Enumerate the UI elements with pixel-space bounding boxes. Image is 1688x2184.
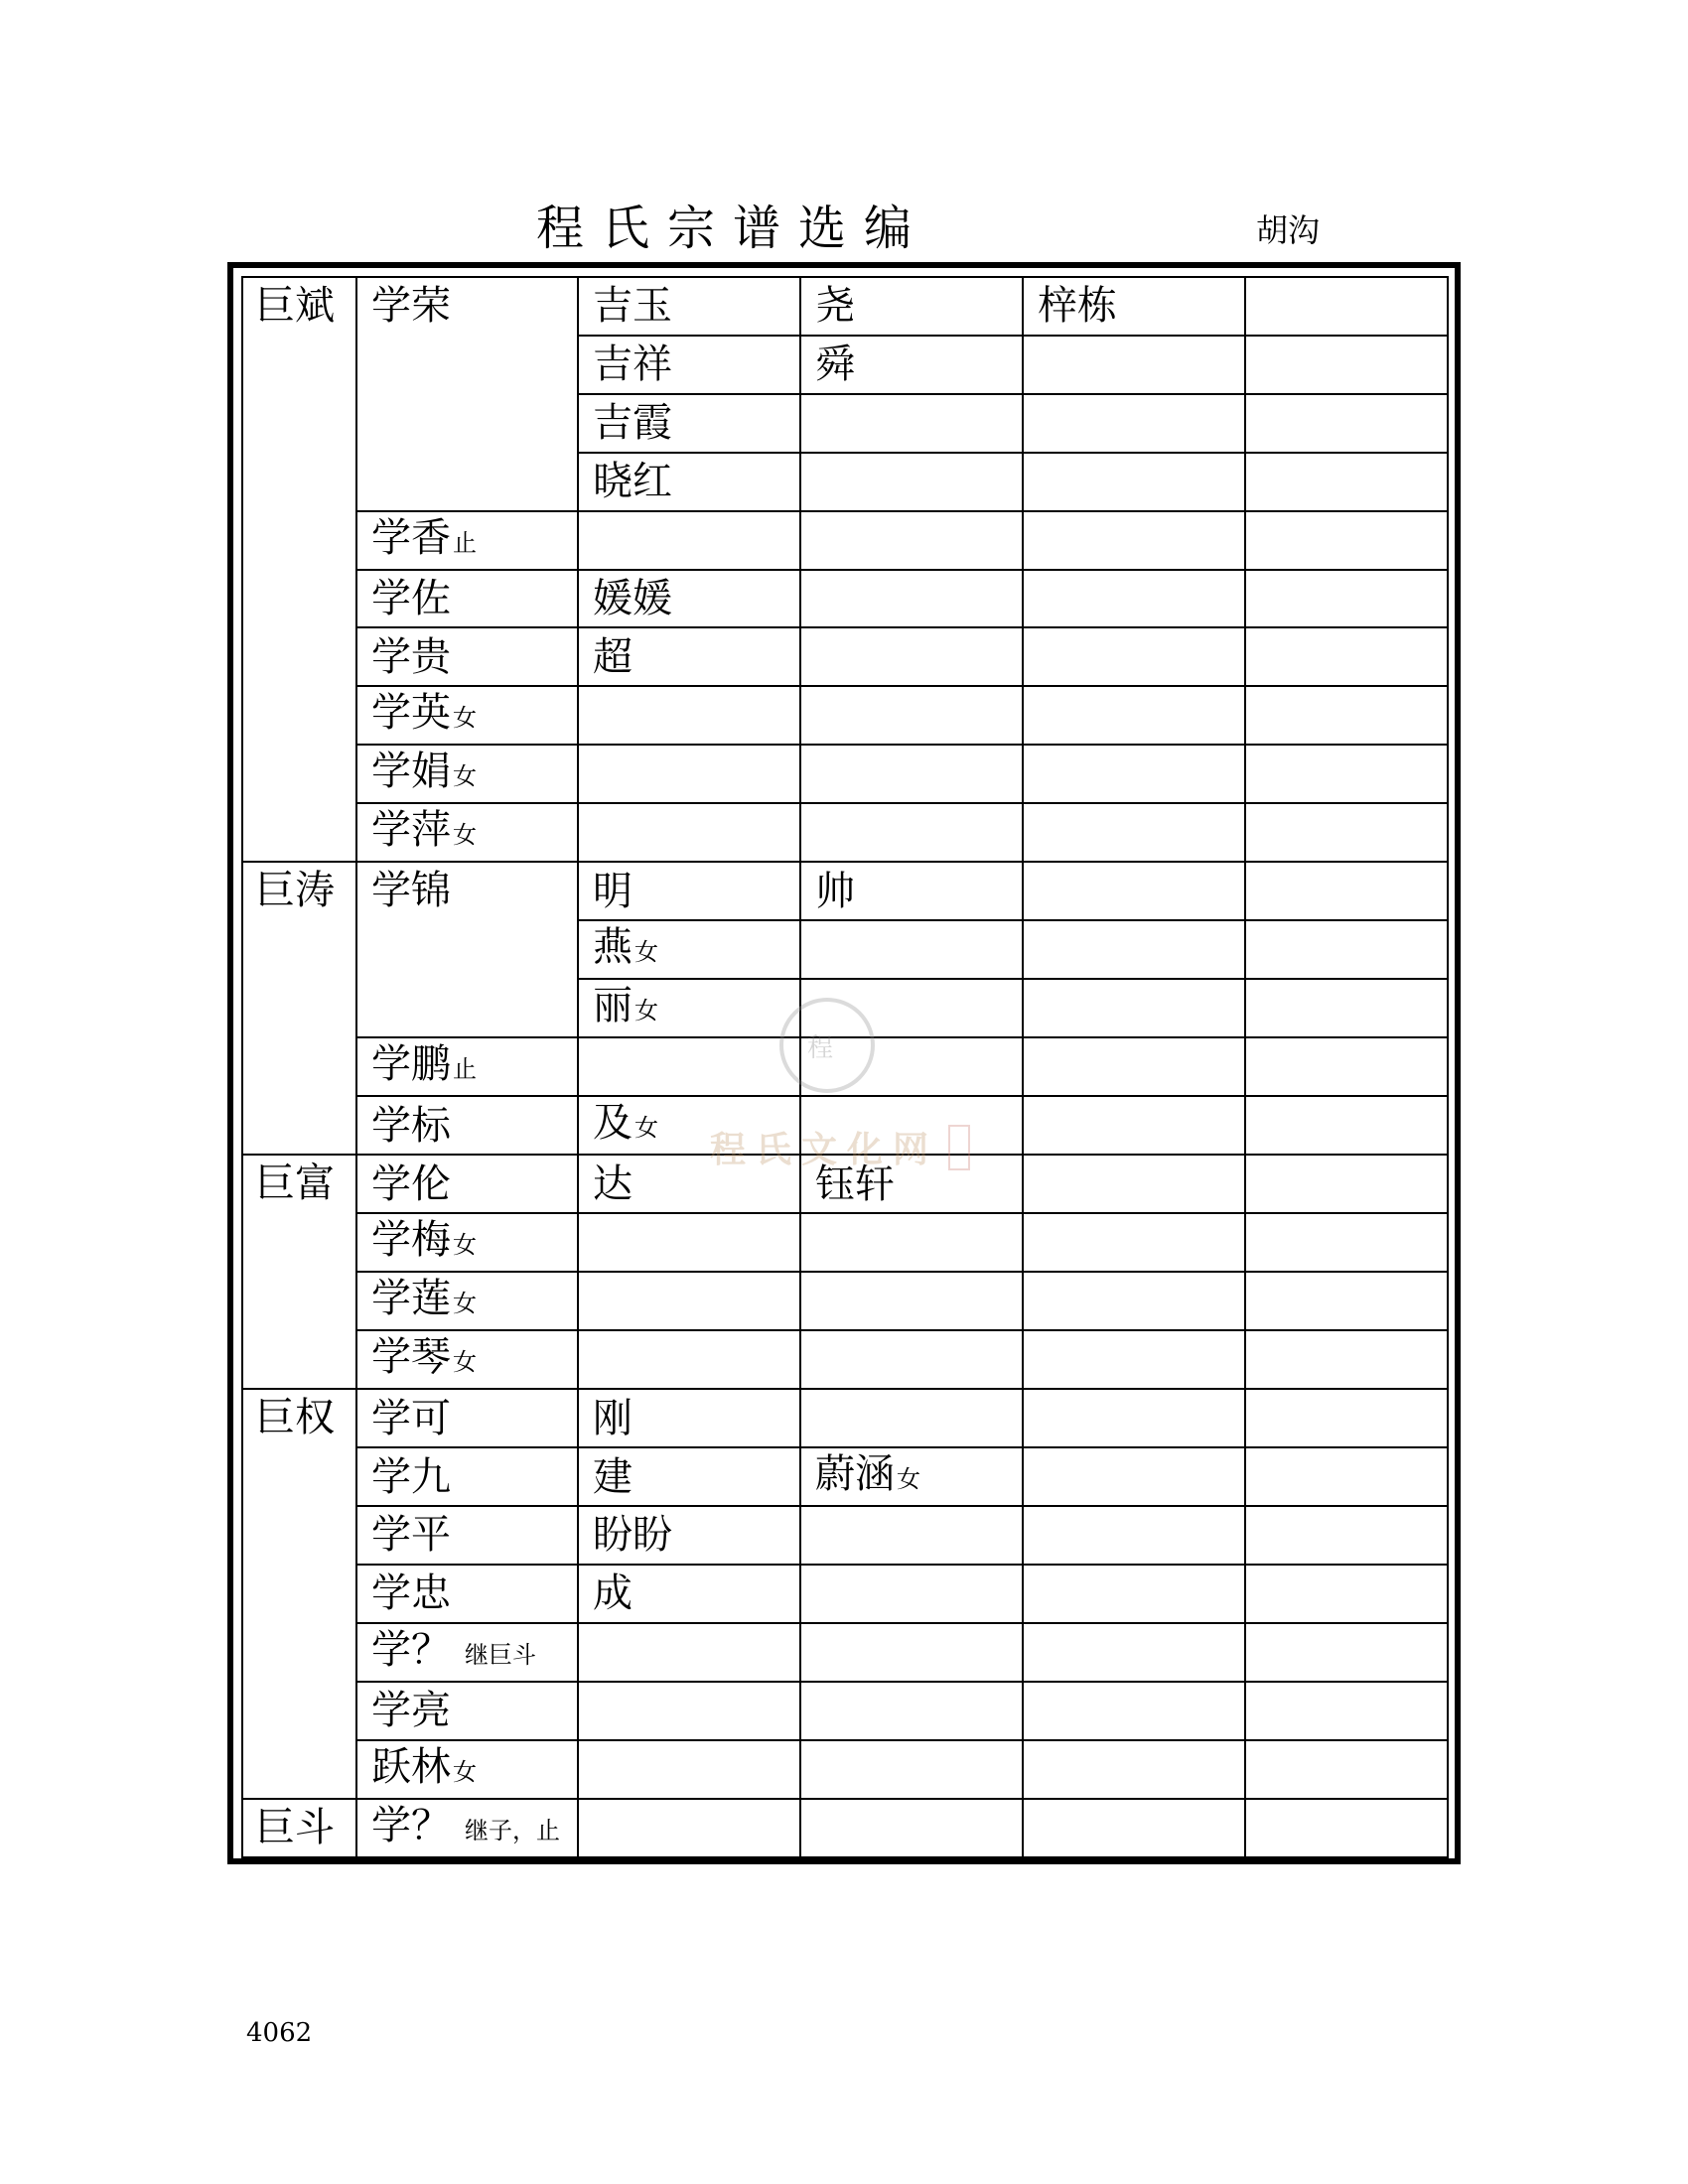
- table-row: [242, 803, 1448, 862]
- gen5-cell: [1023, 394, 1245, 453]
- person-note: 女: [453, 1348, 477, 1377]
- gen6-cell: [1245, 1096, 1448, 1155]
- gen4-cell: [800, 394, 1023, 453]
- gen4-cell: [800, 570, 1023, 628]
- gen1-cell: 巨斗: [242, 1799, 356, 1857]
- gen3-cell: 建: [578, 1447, 800, 1506]
- gen1-cell: 巨权: [242, 1389, 356, 1799]
- gen5-cell: [1023, 803, 1245, 862]
- genealogy-frame: [227, 262, 1461, 1864]
- gen2-cell: [356, 1623, 578, 1682]
- gen5-cell: [1023, 1389, 1245, 1447]
- gen4-cell: 帅: [800, 862, 1023, 920]
- gen6-cell: [1245, 394, 1448, 453]
- gen6-cell: [1245, 1565, 1448, 1623]
- table-row: [242, 511, 1448, 570]
- person-name: 及: [593, 1100, 633, 1147]
- gen4-cell: [800, 1037, 1023, 1096]
- gen6-cell: [1245, 745, 1448, 803]
- gen4-cell: [800, 511, 1023, 570]
- gen6-cell: [1245, 1272, 1448, 1330]
- gen4-cell: [800, 1213, 1023, 1272]
- gen2-cell: 学忠: [356, 1565, 578, 1623]
- gen2-cell: [356, 745, 578, 803]
- gen5-cell: [1023, 1565, 1245, 1623]
- gen3-cell: [578, 1213, 800, 1272]
- gen2-cell: [356, 1740, 578, 1799]
- genealogy-table: [241, 276, 1449, 1858]
- person-name: 学鹏: [371, 1041, 451, 1088]
- table-row: [242, 1623, 1448, 1682]
- gen3-cell: 晓红: [578, 453, 800, 511]
- table-row: [242, 1682, 1448, 1740]
- gen3-cell: 盼盼: [578, 1506, 800, 1565]
- gen3-cell: [578, 920, 800, 979]
- gen3-cell: [578, 1330, 800, 1389]
- gen5-cell: [1023, 627, 1245, 686]
- person-note: 女: [453, 1757, 477, 1786]
- gen3-cell: [578, 803, 800, 862]
- gen6-cell: [1245, 336, 1448, 394]
- gen2-cell: 学平: [356, 1506, 578, 1565]
- gen2-cell: [356, 1213, 578, 1272]
- gen4-cell: [800, 453, 1023, 511]
- gen4-cell: [800, 1506, 1023, 1565]
- gen6-cell: [1245, 686, 1448, 745]
- gen2-cell: [356, 1272, 578, 1330]
- gen4-cell: [800, 1682, 1023, 1740]
- gen6-cell: [1245, 1799, 1448, 1857]
- gen6-cell: [1245, 277, 1448, 336]
- person-note: 女: [634, 938, 658, 967]
- gen3-cell: [578, 1623, 800, 1682]
- person-note: 女: [453, 704, 477, 733]
- gen6-cell: [1245, 1623, 1448, 1682]
- gen5-cell: [1023, 1213, 1245, 1272]
- gen3-cell: [578, 1037, 800, 1096]
- gen2-cell: 学佐: [356, 570, 578, 628]
- person-name: 学娟: [371, 749, 451, 795]
- person-name: 蔚涵: [815, 1451, 895, 1498]
- gen3-cell: [578, 979, 800, 1037]
- gen5-cell: [1023, 1272, 1245, 1330]
- gen2-cell: [356, 686, 578, 745]
- person-name: 丽: [593, 983, 633, 1029]
- person-note: 女: [453, 1231, 477, 1260]
- gen2-cell: 学锦: [356, 862, 578, 1037]
- gen4-cell: [800, 1623, 1023, 1682]
- gen4-cell: 舜: [800, 336, 1023, 394]
- gen3-cell: [578, 1682, 800, 1740]
- gen4-cell: [800, 803, 1023, 862]
- gen5-cell: [1023, 920, 1245, 979]
- gen3-cell: [578, 686, 800, 745]
- gen4-cell: [800, 1096, 1023, 1155]
- gen5-cell: [1023, 686, 1245, 745]
- gen5-cell: [1023, 1740, 1245, 1799]
- person-note: 女: [453, 821, 477, 850]
- table-row: [242, 627, 1448, 686]
- gen2-cell: [356, 1037, 578, 1096]
- gen2-cell: 学亮: [356, 1682, 578, 1740]
- gen6-cell: [1245, 1506, 1448, 1565]
- gen5-cell: [1023, 1096, 1245, 1155]
- person-name: 燕: [593, 924, 633, 971]
- gen3-cell: [578, 511, 800, 570]
- table-row: [242, 1447, 1448, 1506]
- seal-text: 程: [807, 1033, 834, 1063]
- gen5-cell: [1023, 1330, 1245, 1389]
- gen5-cell: [1023, 1037, 1245, 1096]
- person-note: 女: [453, 1290, 477, 1318]
- gen6-cell: [1245, 570, 1448, 628]
- gen6-cell: [1245, 1037, 1448, 1096]
- gen3-cell: 吉祥: [578, 336, 800, 394]
- table-row: [242, 1799, 1448, 1857]
- gen5-cell: [1023, 862, 1245, 920]
- gen6-cell: [1245, 803, 1448, 862]
- table-row: [242, 570, 1448, 628]
- person-note: 止: [453, 1055, 477, 1084]
- table-row: [242, 1740, 1448, 1799]
- gen2-cell: 学伦: [356, 1155, 578, 1213]
- gen3-cell: [578, 1096, 800, 1155]
- table-row: [242, 862, 1448, 920]
- gen5-cell: [1023, 570, 1245, 628]
- gen1-cell: 巨富: [242, 1155, 356, 1389]
- gen3-cell: 达: [578, 1155, 800, 1213]
- person-name: 学梅: [371, 1217, 451, 1264]
- gen4-cell: [800, 1740, 1023, 1799]
- gen4-cell: [800, 686, 1023, 745]
- gen6-cell: [1245, 1213, 1448, 1272]
- gen5-cell: [1023, 1155, 1245, 1213]
- table-row: [242, 686, 1448, 745]
- gen3-cell: 成: [578, 1565, 800, 1623]
- person-note: 继子，止: [465, 1816, 560, 1844]
- gen5-cell: [1023, 453, 1245, 511]
- gen5-cell: [1023, 511, 1245, 570]
- person-name: 学英: [371, 690, 451, 737]
- gen1-cell: 巨涛: [242, 862, 356, 1155]
- gen6-cell: [1245, 1330, 1448, 1389]
- table-row: [242, 1155, 1448, 1213]
- gen4-cell: [800, 920, 1023, 979]
- gen3-cell: 明: [578, 862, 800, 920]
- person-name: 学萍: [371, 807, 451, 854]
- gen3-cell: [578, 1740, 800, 1799]
- gen6-cell: [1245, 1447, 1448, 1506]
- table-row: [242, 1037, 1448, 1096]
- table-row: [242, 1213, 1448, 1272]
- gen6-cell: [1245, 453, 1448, 511]
- gen5-cell: [1023, 1799, 1245, 1857]
- gen4-cell: [800, 627, 1023, 686]
- watermark-text: 程氏文化网: [710, 1129, 939, 1170]
- person-name: 学莲: [371, 1276, 451, 1322]
- person-note: 女: [897, 1465, 920, 1494]
- gen2-cell: 学荣: [356, 277, 578, 511]
- gen2-cell: 学贵: [356, 627, 578, 686]
- gen6-cell: [1245, 979, 1448, 1037]
- gen6-cell: [1245, 1682, 1448, 1740]
- gen5-cell: [1023, 745, 1245, 803]
- gen2-cell: [356, 511, 578, 570]
- table-row: [242, 1389, 1448, 1447]
- gen6-cell: [1245, 511, 1448, 570]
- gen4-cell: [800, 1565, 1023, 1623]
- gen4-cell: [800, 745, 1023, 803]
- table-row: [242, 1330, 1448, 1389]
- person-name: 学琴: [371, 1334, 451, 1381]
- gen4-cell: [800, 979, 1023, 1037]
- location-label: 胡沟: [1256, 211, 1321, 249]
- gen1-cell: 巨斌: [242, 277, 356, 862]
- gen4-cell: [800, 1799, 1023, 1857]
- gen2-cell: [356, 1799, 578, 1857]
- gen5-cell: [1023, 1447, 1245, 1506]
- gen4-cell: 钰轩: [800, 1155, 1023, 1213]
- table-row: [242, 1096, 1448, 1155]
- gen2-cell: 学可: [356, 1389, 578, 1447]
- gen3-cell: [578, 1272, 800, 1330]
- gen6-cell: [1245, 1740, 1448, 1799]
- table-row: [242, 1506, 1448, 1565]
- person-name: 学香: [371, 514, 451, 561]
- gen6-cell: [1245, 1155, 1448, 1213]
- person-note: 女: [634, 997, 658, 1025]
- gen3-cell: 超: [578, 627, 800, 686]
- person-name: 学？: [371, 1802, 451, 1848]
- gen5-cell: [1023, 336, 1245, 394]
- gen5-cell: [1023, 979, 1245, 1037]
- gen5-cell: [1023, 1682, 1245, 1740]
- gen5-cell: 梓栋: [1023, 277, 1245, 336]
- gen4-cell: 尧: [800, 277, 1023, 336]
- table-row: [242, 745, 1448, 803]
- page-title: 程氏宗谱选编: [536, 201, 930, 256]
- gen4-cell: [800, 1447, 1023, 1506]
- table-row: [242, 1272, 1448, 1330]
- gen6-cell: [1245, 1389, 1448, 1447]
- gen2-cell: [356, 1330, 578, 1389]
- gen3-cell: [578, 1799, 800, 1857]
- person-note: 女: [634, 1114, 658, 1143]
- gen2-cell: 学标: [356, 1096, 578, 1155]
- gen2-cell: 学九: [356, 1447, 578, 1506]
- page-number: 4062: [246, 2018, 313, 2048]
- person-name: 学？: [371, 1626, 451, 1673]
- gen3-cell: 吉霞: [578, 394, 800, 453]
- gen4-cell: [800, 1330, 1023, 1389]
- table-row: [242, 1565, 1448, 1623]
- gen3-cell: 媛媛: [578, 570, 800, 628]
- gen3-cell: 吉玉: [578, 277, 800, 336]
- person-note: 女: [453, 762, 477, 791]
- gen5-cell: [1023, 1623, 1245, 1682]
- gen3-cell: 刚: [578, 1389, 800, 1447]
- person-note: 继巨斗: [465, 1640, 536, 1669]
- gen6-cell: [1245, 862, 1448, 920]
- gen4-cell: [800, 1389, 1023, 1447]
- gen6-cell: [1245, 920, 1448, 979]
- gen5-cell: [1023, 1506, 1245, 1565]
- gen6-cell: [1245, 627, 1448, 686]
- person-note: 止: [453, 528, 477, 557]
- person-name: 跃林: [371, 1743, 451, 1790]
- gen4-cell: [800, 1272, 1023, 1330]
- gen3-cell: [578, 745, 800, 803]
- table-row: [242, 277, 1448, 336]
- gen2-cell: [356, 803, 578, 862]
